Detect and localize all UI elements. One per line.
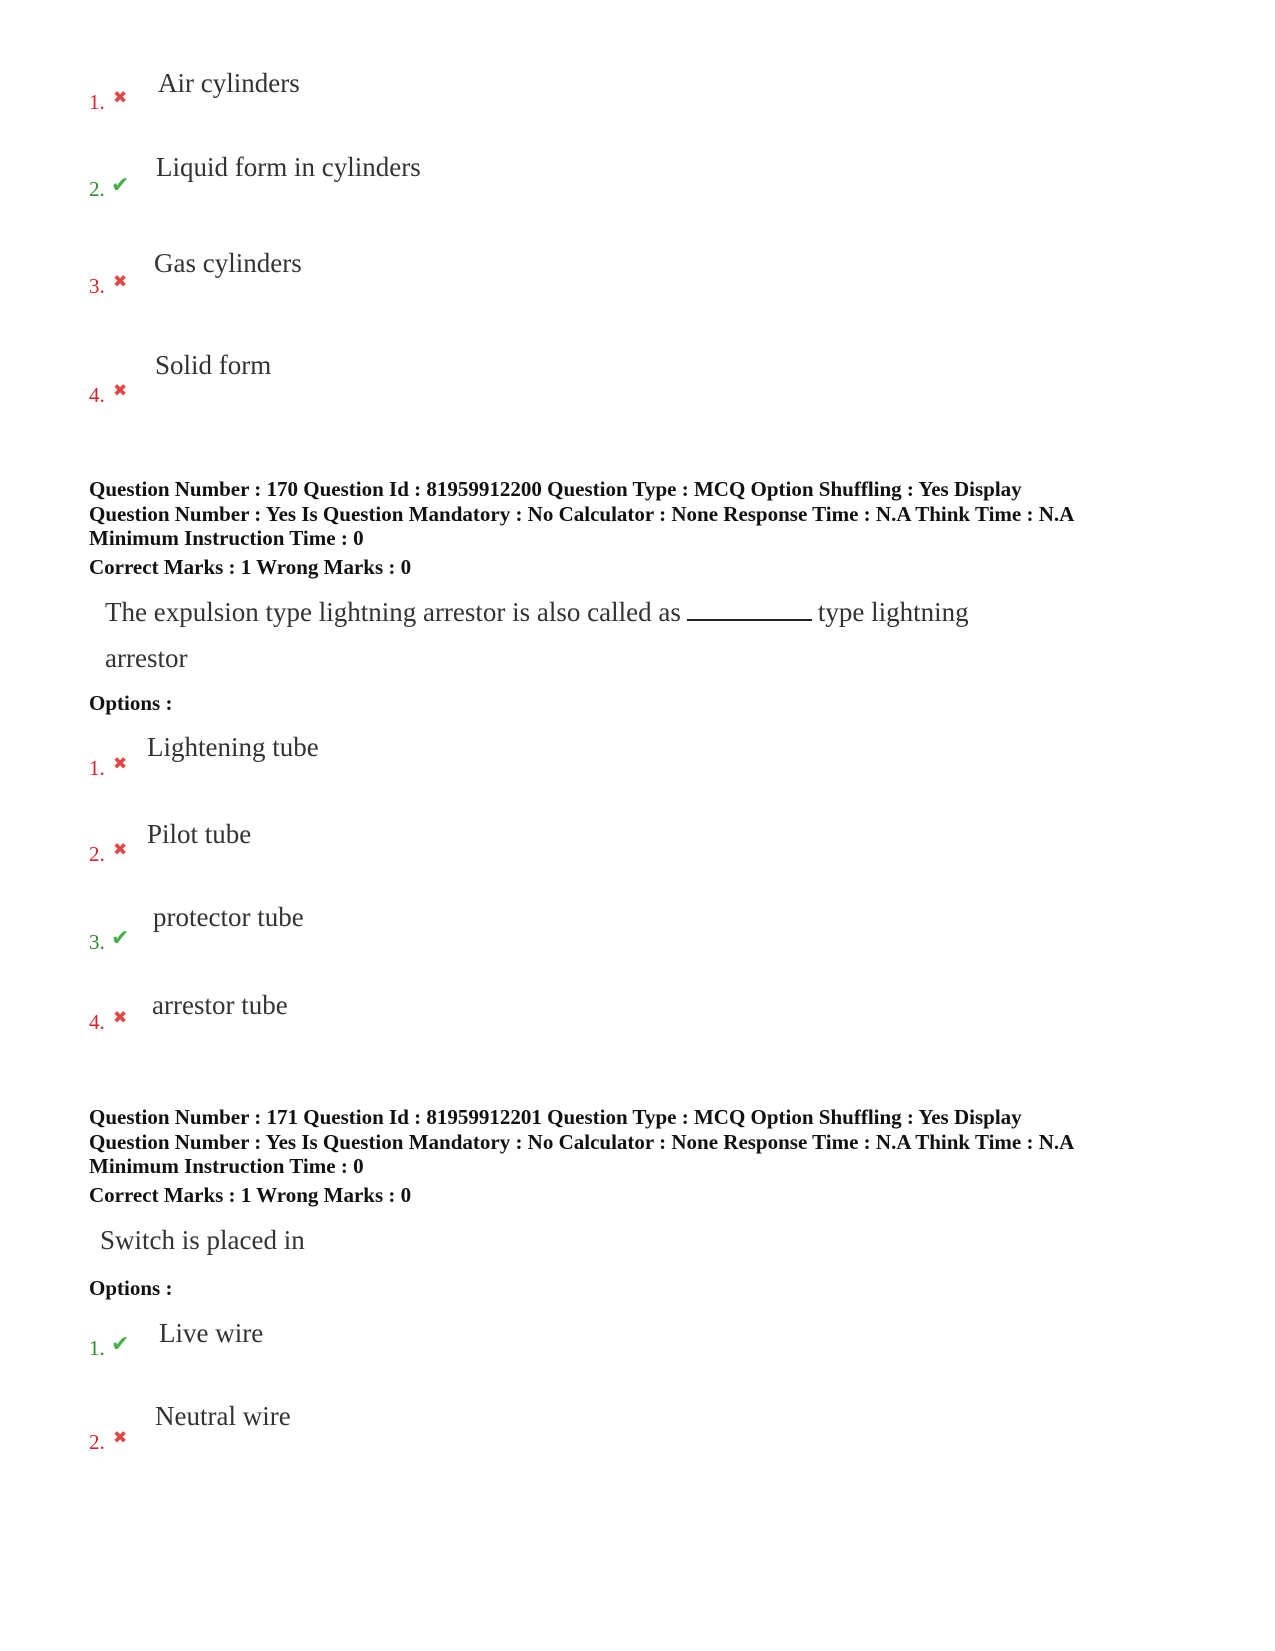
- meta-line: Question Number : 170 Question Id : 81959912200 Question Type : MCQ Option Shuffling : Yes Display: [89, 477, 1022, 501]
- question-text: [105, 597, 969, 626]
- option-text: protector tube: [153, 902, 304, 932]
- option-number: 1.: [89, 756, 105, 780]
- meta-line: Question Number : Yes Is Question Mandatory : No Calculator : None Response Time : N.A Think Time : N.A: [89, 1129, 1075, 1154]
- option-text: Solid form: [155, 350, 272, 380]
- option-number: 2.: [89, 842, 105, 866]
- cross-icon: ✖: [113, 754, 128, 773]
- meta-line: Minimum Instruction Time : 0: [89, 1154, 364, 1178]
- option-text: Gas cylinders: [154, 248, 302, 278]
- option-number: 3.: [89, 274, 105, 298]
- option-text: Lightening tube: [147, 732, 319, 762]
- cross-icon: ✖: [113, 381, 128, 400]
- fill-in-blank: [687, 597, 812, 621]
- meta-line: Question Number : 171 Question Id : 81959912201 Question Type : MCQ Option Shuffling : Yes Display: [89, 1105, 1022, 1129]
- options-label: Options :: [89, 691, 173, 715]
- option-item: [0, 1320, 700, 1380]
- option-text: Liquid form in cylinders: [156, 152, 421, 182]
- question-text-part: The expulsion type lightning arrestor is also called as: [105, 597, 681, 627]
- cross-icon: ✖: [113, 88, 128, 107]
- option-number: 3.: [89, 930, 105, 954]
- option-item: [0, 154, 700, 214]
- question-meta: [89, 1105, 1189, 1179]
- option-text: arrestor tube: [152, 990, 288, 1020]
- option-text: Neutral wire: [155, 1401, 291, 1431]
- option-number: 2.: [89, 177, 105, 201]
- option-number: 1.: [89, 90, 105, 114]
- option-text: Pilot tube: [147, 819, 252, 849]
- question-text-line: arrestor: [105, 643, 188, 673]
- cross-icon: ✖: [113, 1428, 128, 1447]
- option-text: Live wire: [159, 1318, 264, 1348]
- option-number: 2.: [89, 1430, 105, 1454]
- meta-line: Minimum Instruction Time : 0: [89, 526, 364, 550]
- option-item: [0, 1403, 700, 1463]
- question-text: Switch is placed in: [100, 1225, 305, 1255]
- question-meta: [89, 477, 1189, 551]
- option-item: [0, 904, 700, 964]
- check-icon: ✔: [111, 925, 130, 950]
- option-item: [0, 821, 700, 881]
- check-icon: ✔: [111, 172, 130, 197]
- marks-info: Correct Marks : 1 Wrong Marks : 0: [89, 555, 412, 579]
- option-item: [0, 992, 700, 1052]
- option-number: 1.: [89, 1336, 105, 1360]
- meta-line: Question Number : Yes Is Question Mandatory : No Calculator : None Response Time : N.A Think Time : N.A: [89, 501, 1075, 526]
- option-text: Air cylinders: [158, 68, 300, 98]
- cross-icon: ✖: [113, 1008, 128, 1027]
- check-icon: ✔: [111, 1331, 130, 1356]
- option-number: 4.: [89, 1010, 105, 1034]
- option-item: [0, 250, 700, 310]
- cross-icon: ✖: [113, 840, 128, 859]
- option-item: [0, 352, 700, 412]
- question-text-part: type lightning: [817, 597, 969, 627]
- option-item: [0, 70, 700, 130]
- cross-icon: ✖: [113, 272, 128, 291]
- marks-info: Correct Marks : 1 Wrong Marks : 0: [89, 1183, 412, 1207]
- option-number: 4.: [89, 383, 105, 407]
- options-label: Options :: [89, 1276, 173, 1300]
- option-item: [0, 734, 700, 794]
